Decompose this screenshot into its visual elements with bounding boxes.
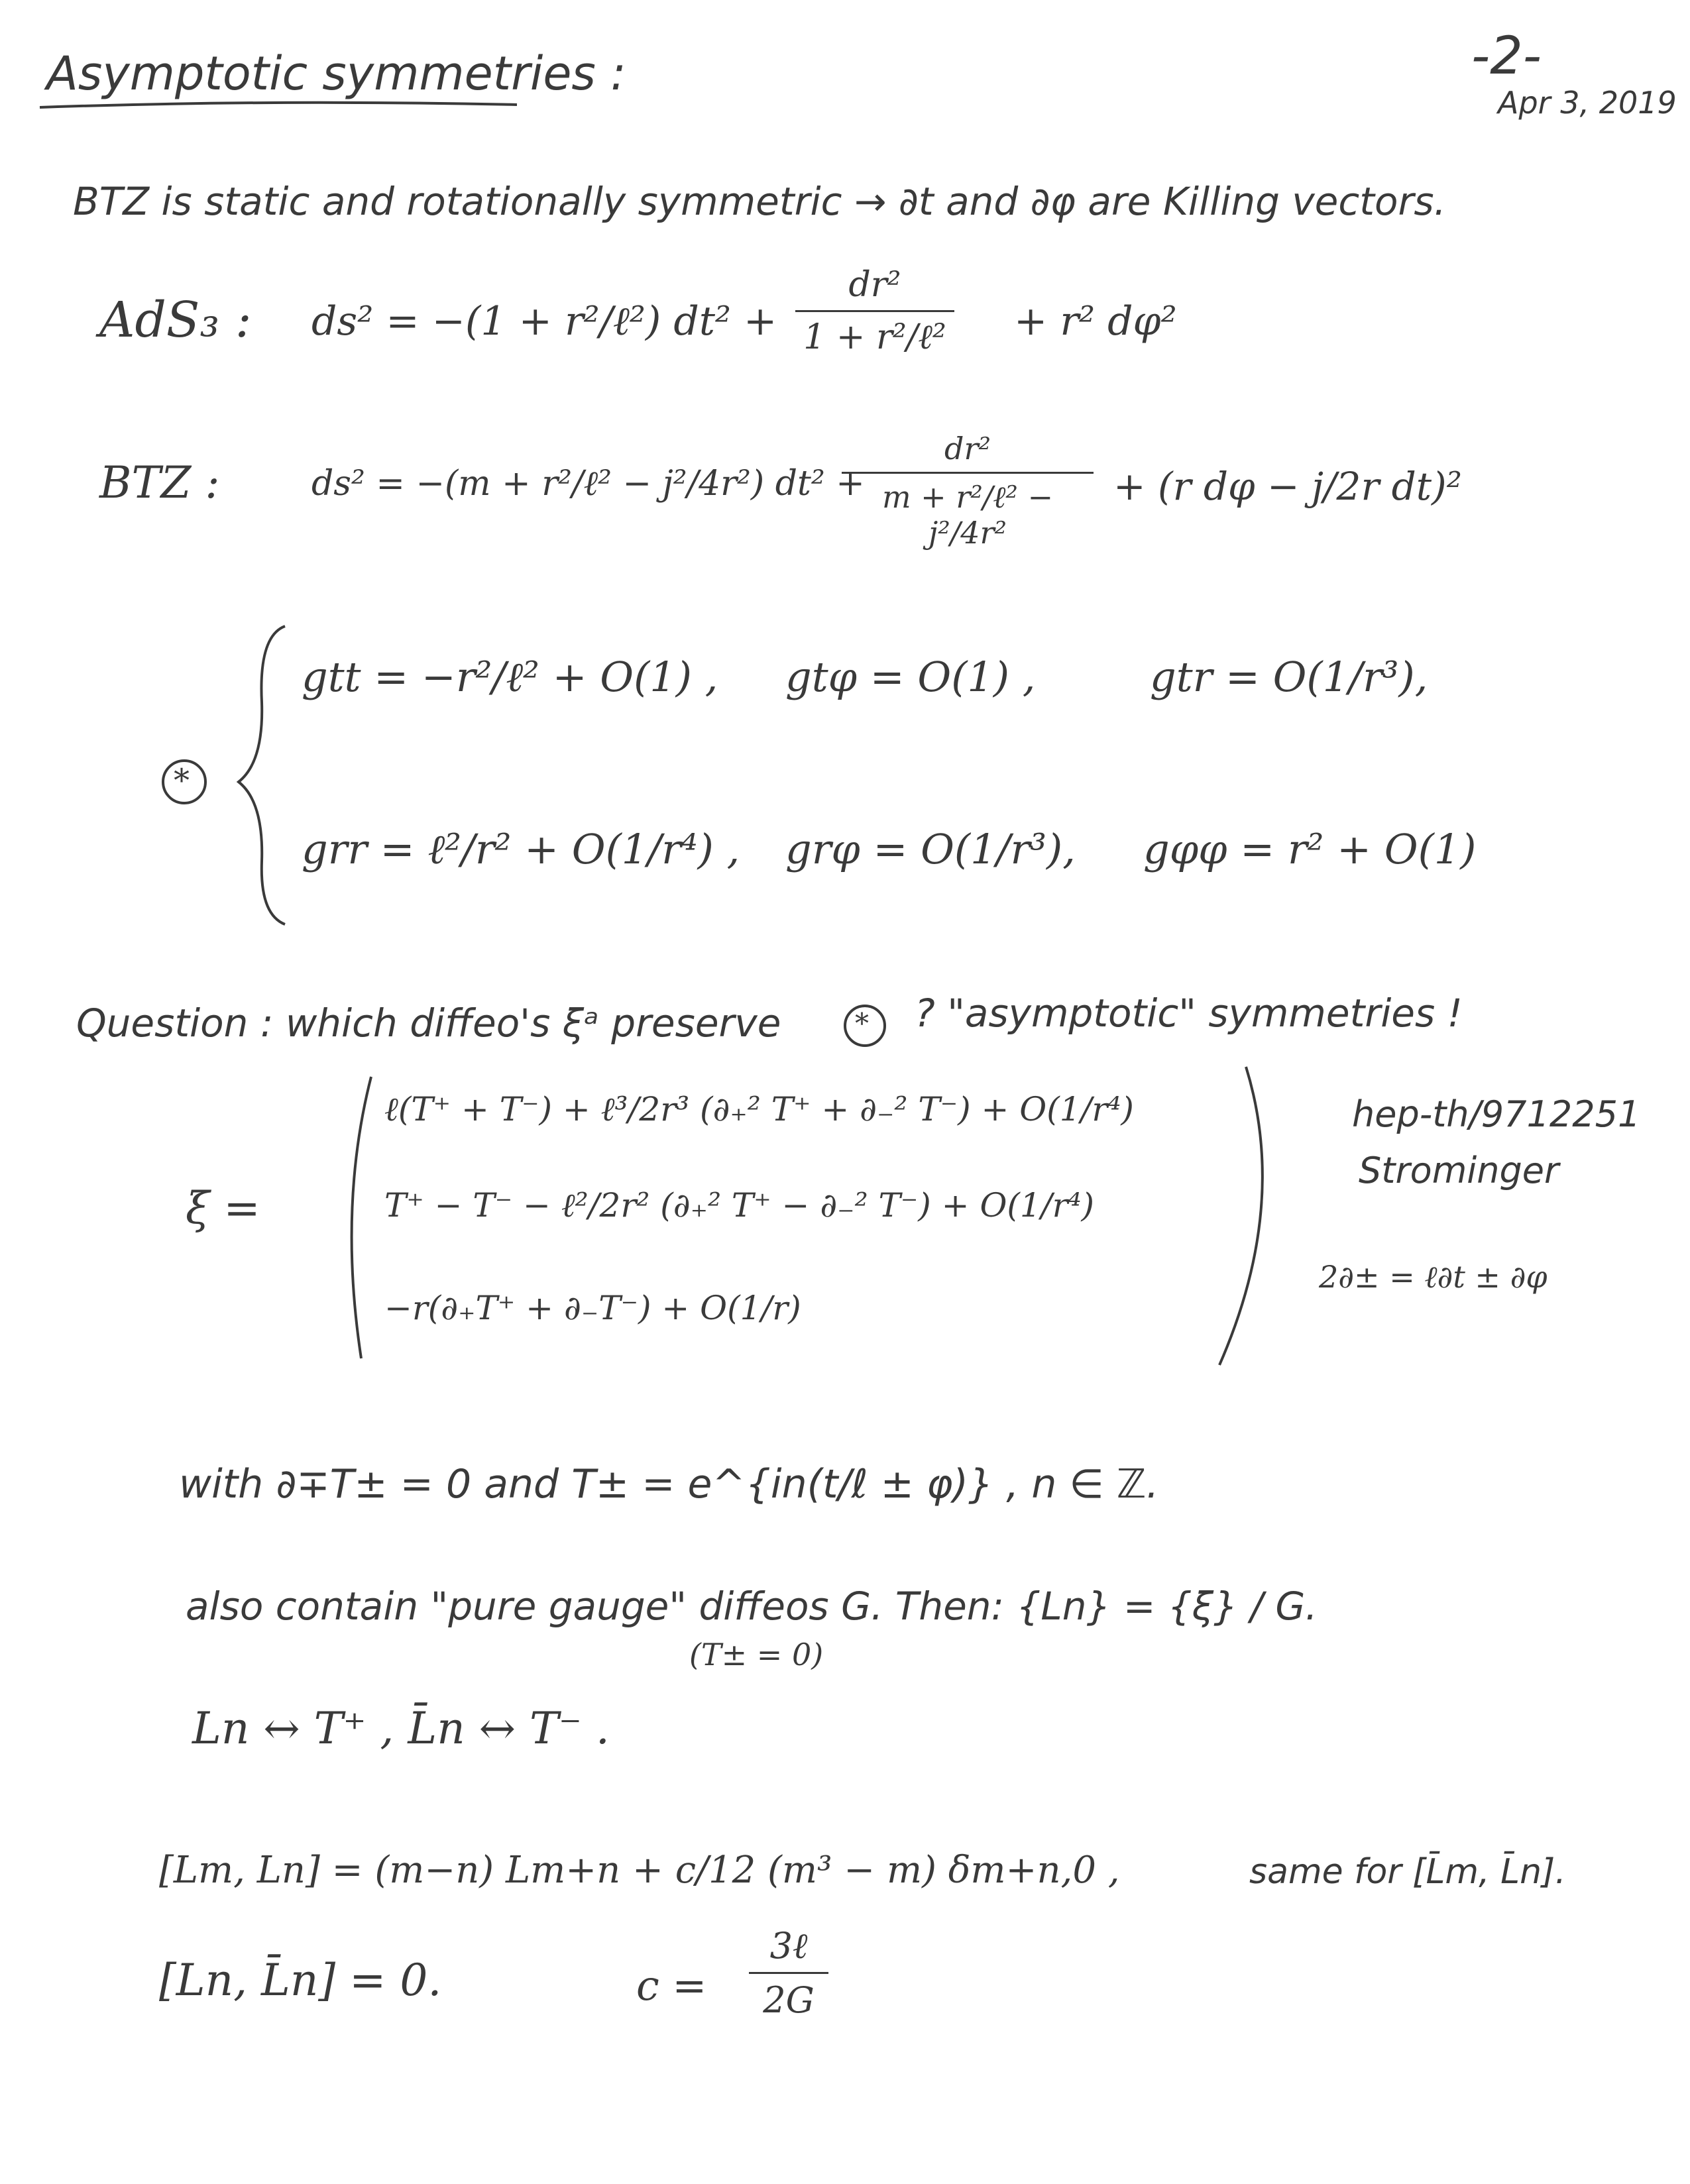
falloff-star: * bbox=[174, 762, 190, 799]
page-date: Apr 3, 2019 bbox=[1498, 85, 1677, 121]
central-charge-fraction bbox=[749, 1925, 828, 2021]
page-number: -2- bbox=[1471, 27, 1542, 86]
btz-frac-bar bbox=[842, 472, 1094, 474]
central-charge-lhs: c = bbox=[636, 1961, 707, 2010]
xi-derivative-def: 2∂± = ℓ∂t ± ∂φ bbox=[1319, 1259, 1548, 1295]
btz-rhs: + (r dφ − j/2r dt)² bbox=[1113, 464, 1462, 509]
xi-lhs: ξ = bbox=[186, 1183, 260, 1234]
algebra-comm-2: [Ln, L̄n] = 0. bbox=[159, 1955, 442, 2006]
btz-lhs: ds² = −(m + r²/ℓ² − j²/4r²) dt² + bbox=[311, 464, 865, 504]
falloff-gtr: gtr = O(1/r³), bbox=[1150, 653, 1428, 701]
ads3-label: AdS₃ : bbox=[99, 292, 252, 349]
central-charge-bar bbox=[749, 1972, 828, 1974]
question-line: Question : which diffeo's ξᵃ preserve bbox=[76, 1001, 781, 1046]
falloff-gtphi: gtφ = O(1) , bbox=[785, 653, 1036, 701]
xi-row-2: T⁺ − T⁻ − ℓ²/2r² (∂₊² T⁺ − ∂₋² T⁻) + O(1/r⁴) bbox=[384, 1186, 1095, 1225]
central-charge-num: 3ℓ bbox=[769, 1925, 808, 1967]
gauge-under: (T± = 0) bbox=[689, 1637, 824, 1672]
intro-line: BTZ is static and rotationally symmetric → ∂t and ∂φ are Killing vectors. bbox=[73, 179, 1446, 224]
question-tail: ? "asymptotic" symmetries ! bbox=[915, 991, 1463, 1036]
ads3-lhs: ds² = −(1 + r²/ℓ²) dt² + bbox=[311, 298, 777, 345]
ads3-rhs: + r² dφ² bbox=[1014, 298, 1177, 345]
algebra-comm-1: [Lm, Ln] = (m−n) Lm+n + c/12 (m³ − m) δm+n,0 , bbox=[159, 1849, 1120, 1892]
conditions-line: with ∂∓T± = 0 and T± = e^{in(t/ℓ ± φ)} , n ∈ ℤ. bbox=[179, 1461, 1159, 1507]
xi-right-paren bbox=[1219, 1067, 1263, 1365]
ads3-frac-num: dr² bbox=[848, 265, 901, 305]
falloff-brace bbox=[239, 626, 285, 924]
btz-label: BTZ : bbox=[99, 457, 220, 508]
central-charge-den: 2G bbox=[763, 1979, 815, 2021]
btz-frac-den: m + r²/ℓ² − j²/4r² bbox=[881, 479, 1054, 551]
question-star: * bbox=[855, 1007, 869, 1040]
falloff-gphiphi: gφφ = r² + O(1) bbox=[1143, 825, 1477, 873]
algebra-same: same for [L̄m, L̄n]. bbox=[1249, 1852, 1566, 1892]
falloff-grphi: grφ = O(1/r³), bbox=[785, 825, 1076, 873]
ads3-frac-bar bbox=[795, 310, 954, 312]
page-title: Asymptotic symmetries : bbox=[46, 46, 626, 101]
btz-frac-num: dr² bbox=[944, 431, 991, 466]
falloff-gtt: gtt = −r²/ℓ² + O(1) , bbox=[302, 653, 718, 701]
ads3-fraction bbox=[795, 265, 954, 357]
xi-row-1: ℓ(T⁺ + T⁻) + ℓ³/2r³ (∂₊² T⁺ + ∂₋² T⁻) + O(1/r⁴) bbox=[384, 1090, 1134, 1128]
ads3-frac-den: 1 + r²/ℓ² bbox=[803, 317, 946, 357]
gauge-line: also contain "pure gauge" diffeos G. Then: {Ln} = {ξ} / G. bbox=[186, 1584, 1318, 1629]
xi-row-3: −r(∂₊T⁺ + ∂₋T⁻) + O(1/r) bbox=[384, 1289, 801, 1327]
xi-reference: hep-th/9712251 bbox=[1352, 1093, 1641, 1135]
xi-author: Strominger bbox=[1359, 1150, 1559, 1191]
title-underline bbox=[40, 103, 517, 107]
xi-left-paren bbox=[352, 1077, 371, 1358]
falloff-grr: grr = ℓ²/r² + O(1/r⁴) , bbox=[302, 825, 740, 873]
map-line: Ln ↔ T⁺ , L̄n ↔ T⁻ . bbox=[192, 1703, 610, 1754]
btz-fraction bbox=[842, 431, 1094, 551]
